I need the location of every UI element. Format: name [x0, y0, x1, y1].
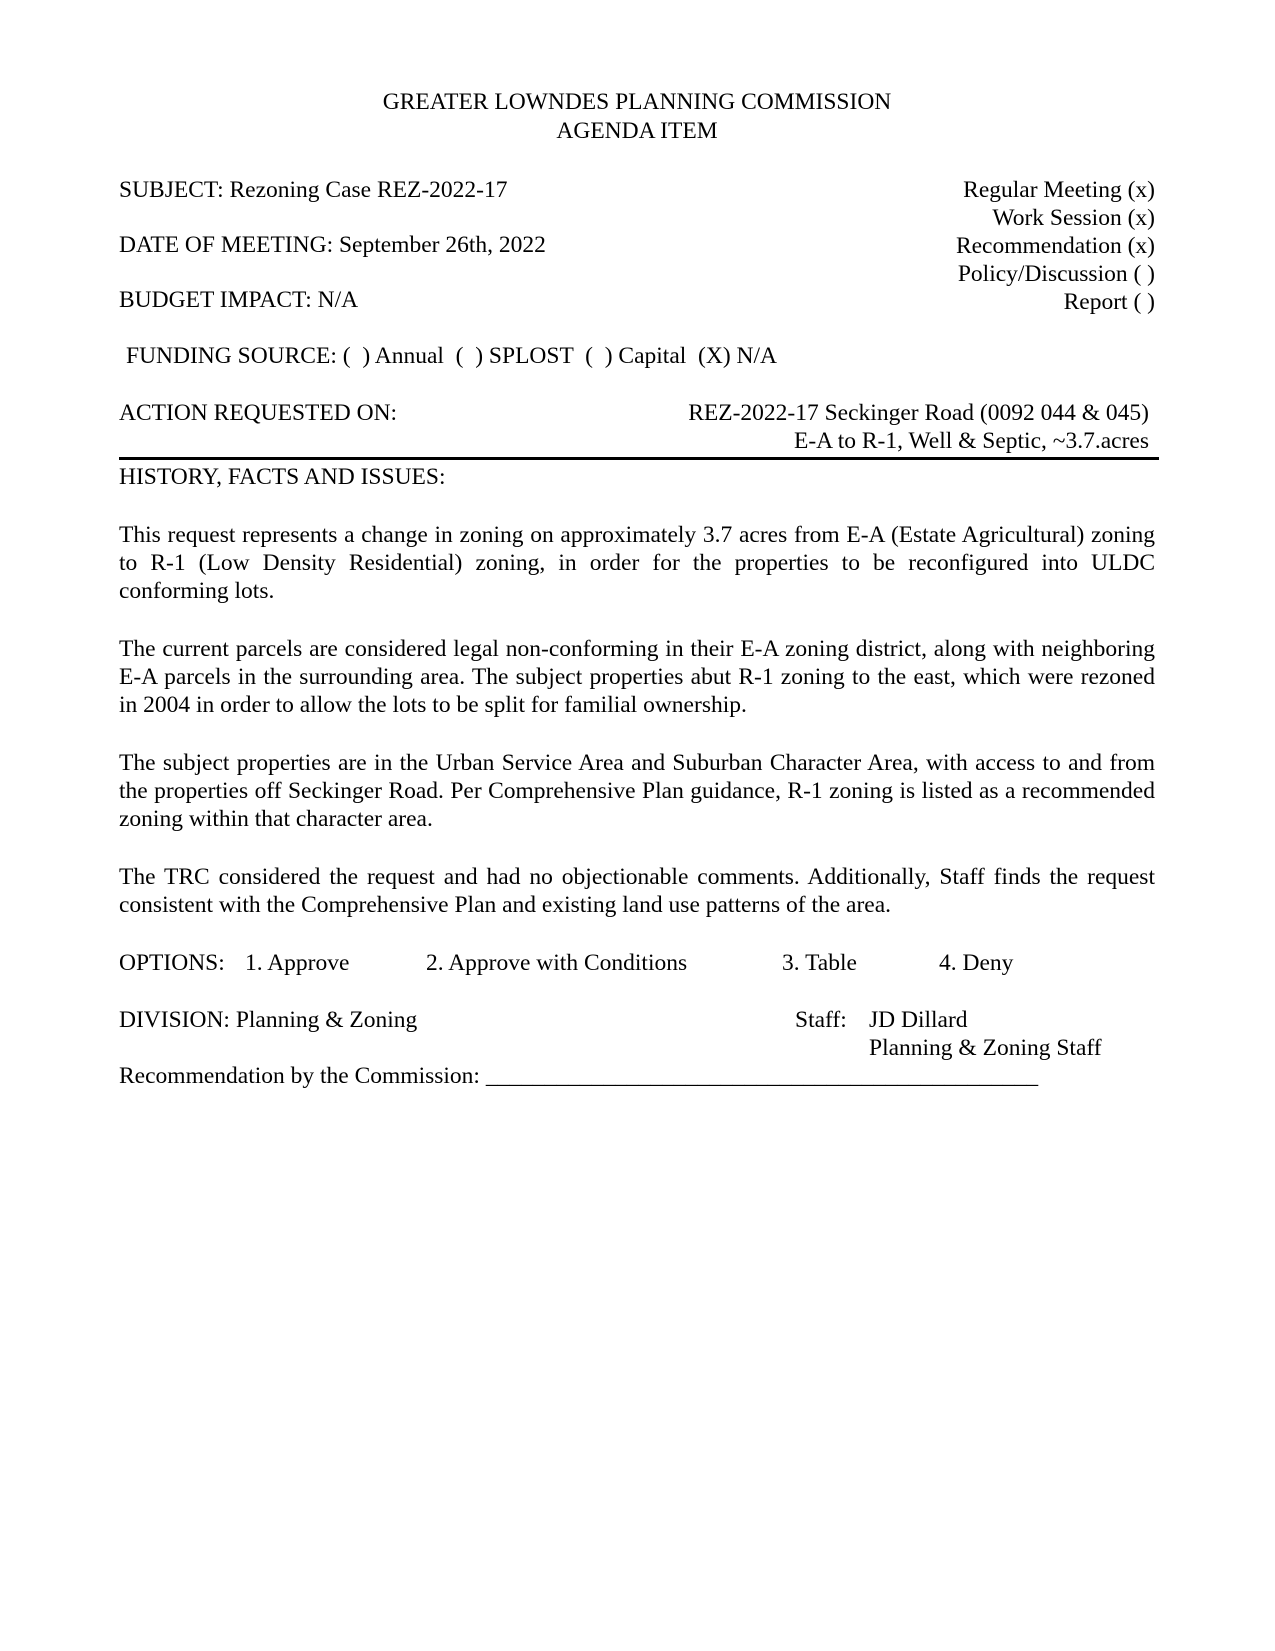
option-deny: 4. Deny [939, 950, 1014, 976]
options-label: OPTIONS: [119, 950, 225, 976]
date-of-meeting-field: DATE OF MEETING: September 26th, 2022 [119, 232, 546, 258]
subject-field: SUBJECT: Rezoning Case REZ-2022-17 [119, 177, 508, 203]
funding-source: FUNDING SOURCE: ( ) Annual ( ) SPLOST ( ) Capital (X) N/A [126, 343, 778, 369]
action-label: ACTION REQUESTED ON: [119, 400, 398, 426]
section-divider [119, 457, 1159, 460]
document-heading [119, 88, 1155, 146]
meeting-type-work-session: Work Session (x) [992, 205, 1155, 231]
action-value [688, 399, 1149, 455]
staff-title: Planning & Zoning Staff [869, 1035, 1102, 1061]
action-requested [119, 399, 1155, 457]
action-line-1: REZ-2022-17 Seckinger Road (0092 044 & 045) [688, 400, 1149, 426]
meeting-type-report: Report ( ) [1063, 289, 1155, 315]
budget-impact-field: BUDGET IMPACT: N/A [119, 287, 359, 313]
action-line-2: E-A to R-1, Well & Septic, ~3.7.acres [794, 428, 1149, 454]
paragraph-service-area: The subject properties are in the Urban Service Area and Suburban Character Area, with access to and from the properties off Seckinger Road. Per Comprehensive Plan guidance, R-1 zoning is listed as a recommended zoning within that character area. [119, 750, 1155, 832]
option-approve: 1. Approve [245, 950, 350, 976]
paragraph-trc: The TRC considered the request and had no objectionable comments. Additionally, Staff finds the request consistent with the Comprehensive Plan and existing land use patterns of the area. [119, 864, 1155, 918]
history-title: HISTORY, FACTS AND ISSUES: [119, 464, 446, 490]
staff-label: Staff: [795, 1007, 847, 1033]
header-fields [119, 176, 1155, 315]
agenda-page [119, 88, 1155, 1090]
option-approve-with-conditions: 2. Approve with Conditions [426, 950, 688, 976]
options-row [119, 949, 1155, 977]
staff-name: JD Dillard [869, 1007, 968, 1033]
meeting-type-regular: Regular Meeting (x) [963, 177, 1155, 203]
option-table: 3. Table [782, 950, 857, 976]
paragraph-request: This request represents a change in zoning on approximately 3.7 acres from E-A (Estate Agricultural) zoning to R-1 (Low Density Residential) zoning, in order for the properties to be reconfigured into ULDC conforming lots. [119, 522, 1155, 604]
meeting-type-list [956, 176, 1155, 316]
paragraph-current-parcels: The current parcels are considered legal non-conforming in their E-A zoning district, along with neighboring E-A parcels in the surrounding area. The subject properties abut R-1 zoning to the east, which were rezoned in 2004 in order to allow the lots to be split for familial ownership. [119, 636, 1155, 718]
division-row [119, 1006, 1155, 1062]
org-title: GREATER LOWNDES PLANNING COMMISSION [382, 89, 892, 115]
recommendation-line: Recommendation by the Commission: _______________________________________________ [119, 1063, 1039, 1089]
meeting-type-recommendation: Recommendation (x) [955, 233, 1155, 259]
division-field: DIVISION: Planning & Zoning [119, 1007, 418, 1033]
doc-type-title: AGENDA ITEM [556, 118, 718, 144]
meeting-type-policy: Policy/Discussion ( ) [957, 261, 1155, 287]
